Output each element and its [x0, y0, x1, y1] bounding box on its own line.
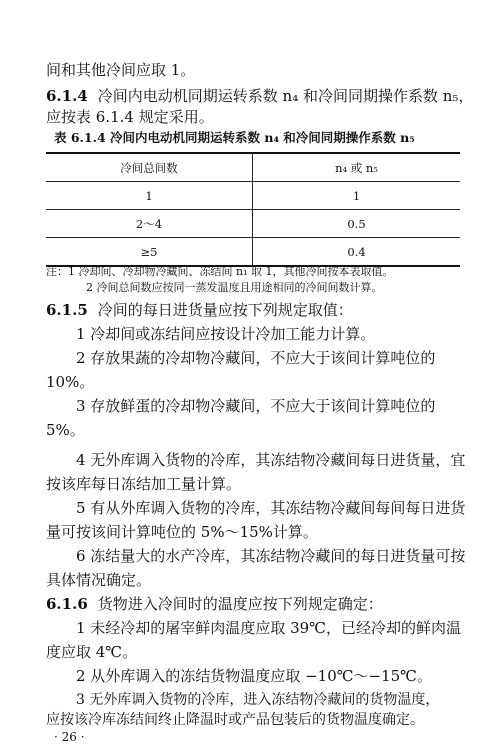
paragraph-line: 应按表 6.1.4 规定采用。: [46, 108, 214, 126]
list-item: 5 有从外库调入货物的冷库，其冻结物冷藏间每间每日进货: [76, 499, 466, 517]
section-number: 6.1.4: [46, 87, 88, 105]
list-item: 2 从外库调入的冻结货物温度应取 −10℃～−15℃。: [76, 667, 432, 685]
table-caption: 表 6.1.4 冷间内电动机同期运转系数 n₄ 和冷间同期操作系数 n₅: [54, 130, 415, 145]
section-6-1-5: [46, 300, 458, 321]
paragraph-line: 间和其他冷间应取 1。: [46, 61, 196, 79]
table-cell: 1: [46, 182, 253, 210]
list-item: 2 存放果蔬的冷却物冷藏间，不应大于该间计算吨位的: [76, 349, 436, 367]
list-item-continuation: 应按该冷库冻结间终止降温时或产品包装后的货物温度确定。: [46, 712, 424, 728]
coefficient-table: [46, 152, 460, 267]
section-6-1-4: [46, 86, 474, 107]
list-item-continuation: 10%。: [46, 373, 95, 391]
section-number: 6.1.5: [46, 301, 88, 319]
list-item: 6 冻结量大的水产冷库，其冻结物冷藏间的每日进货量可按: [76, 547, 466, 565]
table-cell: 0.4: [253, 238, 461, 267]
list-item-continuation: 度应取 4℃。: [46, 643, 138, 661]
table-header-cell: n₄ 或 n₅: [253, 153, 461, 182]
list-item-continuation: 按该库每日冻结加工量计算。: [46, 475, 242, 493]
page-number: · 26 ·: [54, 730, 85, 744]
table-note: 2 冷间总间数应按同一蒸发温度且用途相同的冷间间数计算。: [86, 281, 383, 294]
section-6-1-6: [46, 594, 458, 615]
list-item: 1 冷却间或冻结间应按设计冷加工能力计算。: [76, 325, 376, 343]
list-item-continuation: 量可按该间计算吨位的 5%～15%计算。: [46, 523, 318, 541]
table-header-cell: 冷间总间数: [46, 153, 253, 182]
table-note: 注：1 冷却间、冷却物冷藏间、冻结间 n₁ 取 1，其他冷间按本表取值。: [46, 265, 394, 278]
table-cell: 0.5: [253, 210, 461, 238]
table-cell: 1: [253, 182, 461, 210]
table-header-row: [46, 153, 460, 182]
table-cell: 2～4: [46, 210, 253, 238]
section-number: 6.1.6: [46, 595, 88, 613]
section-text: 货物进入冷间时的温度应按下列规定确定：: [97, 595, 383, 613]
table-row: [46, 238, 460, 267]
section-text: 冷间的每日进货量应按下列规定取值：: [97, 301, 353, 319]
list-item-continuation: 具体情况确定。: [46, 571, 152, 589]
list-item: 1 未经冷却的屠宰鲜肉温度应取 39℃，已经冷却的鲜肉温: [76, 619, 461, 637]
list-item: 4 无外库调入货物的冷库，其冻结物冷藏间每日进货量，宜: [76, 451, 466, 469]
list-item: 3 存放鲜蛋的冷却物冷藏间，不应大于该间计算吨位的: [76, 397, 436, 415]
table-cell: ≥5: [46, 238, 253, 267]
list-item-continuation: 5%。: [46, 421, 85, 439]
section-text: 冷间内电动机同期运转系数 n₄ 和冷间同期操作系数 n₅，: [97, 87, 474, 105]
table-row: [46, 182, 460, 210]
table-row: [46, 210, 460, 238]
list-item: 3 无外库调入货物的冷库，进入冻结物冷藏间的货物温度，: [76, 692, 440, 708]
